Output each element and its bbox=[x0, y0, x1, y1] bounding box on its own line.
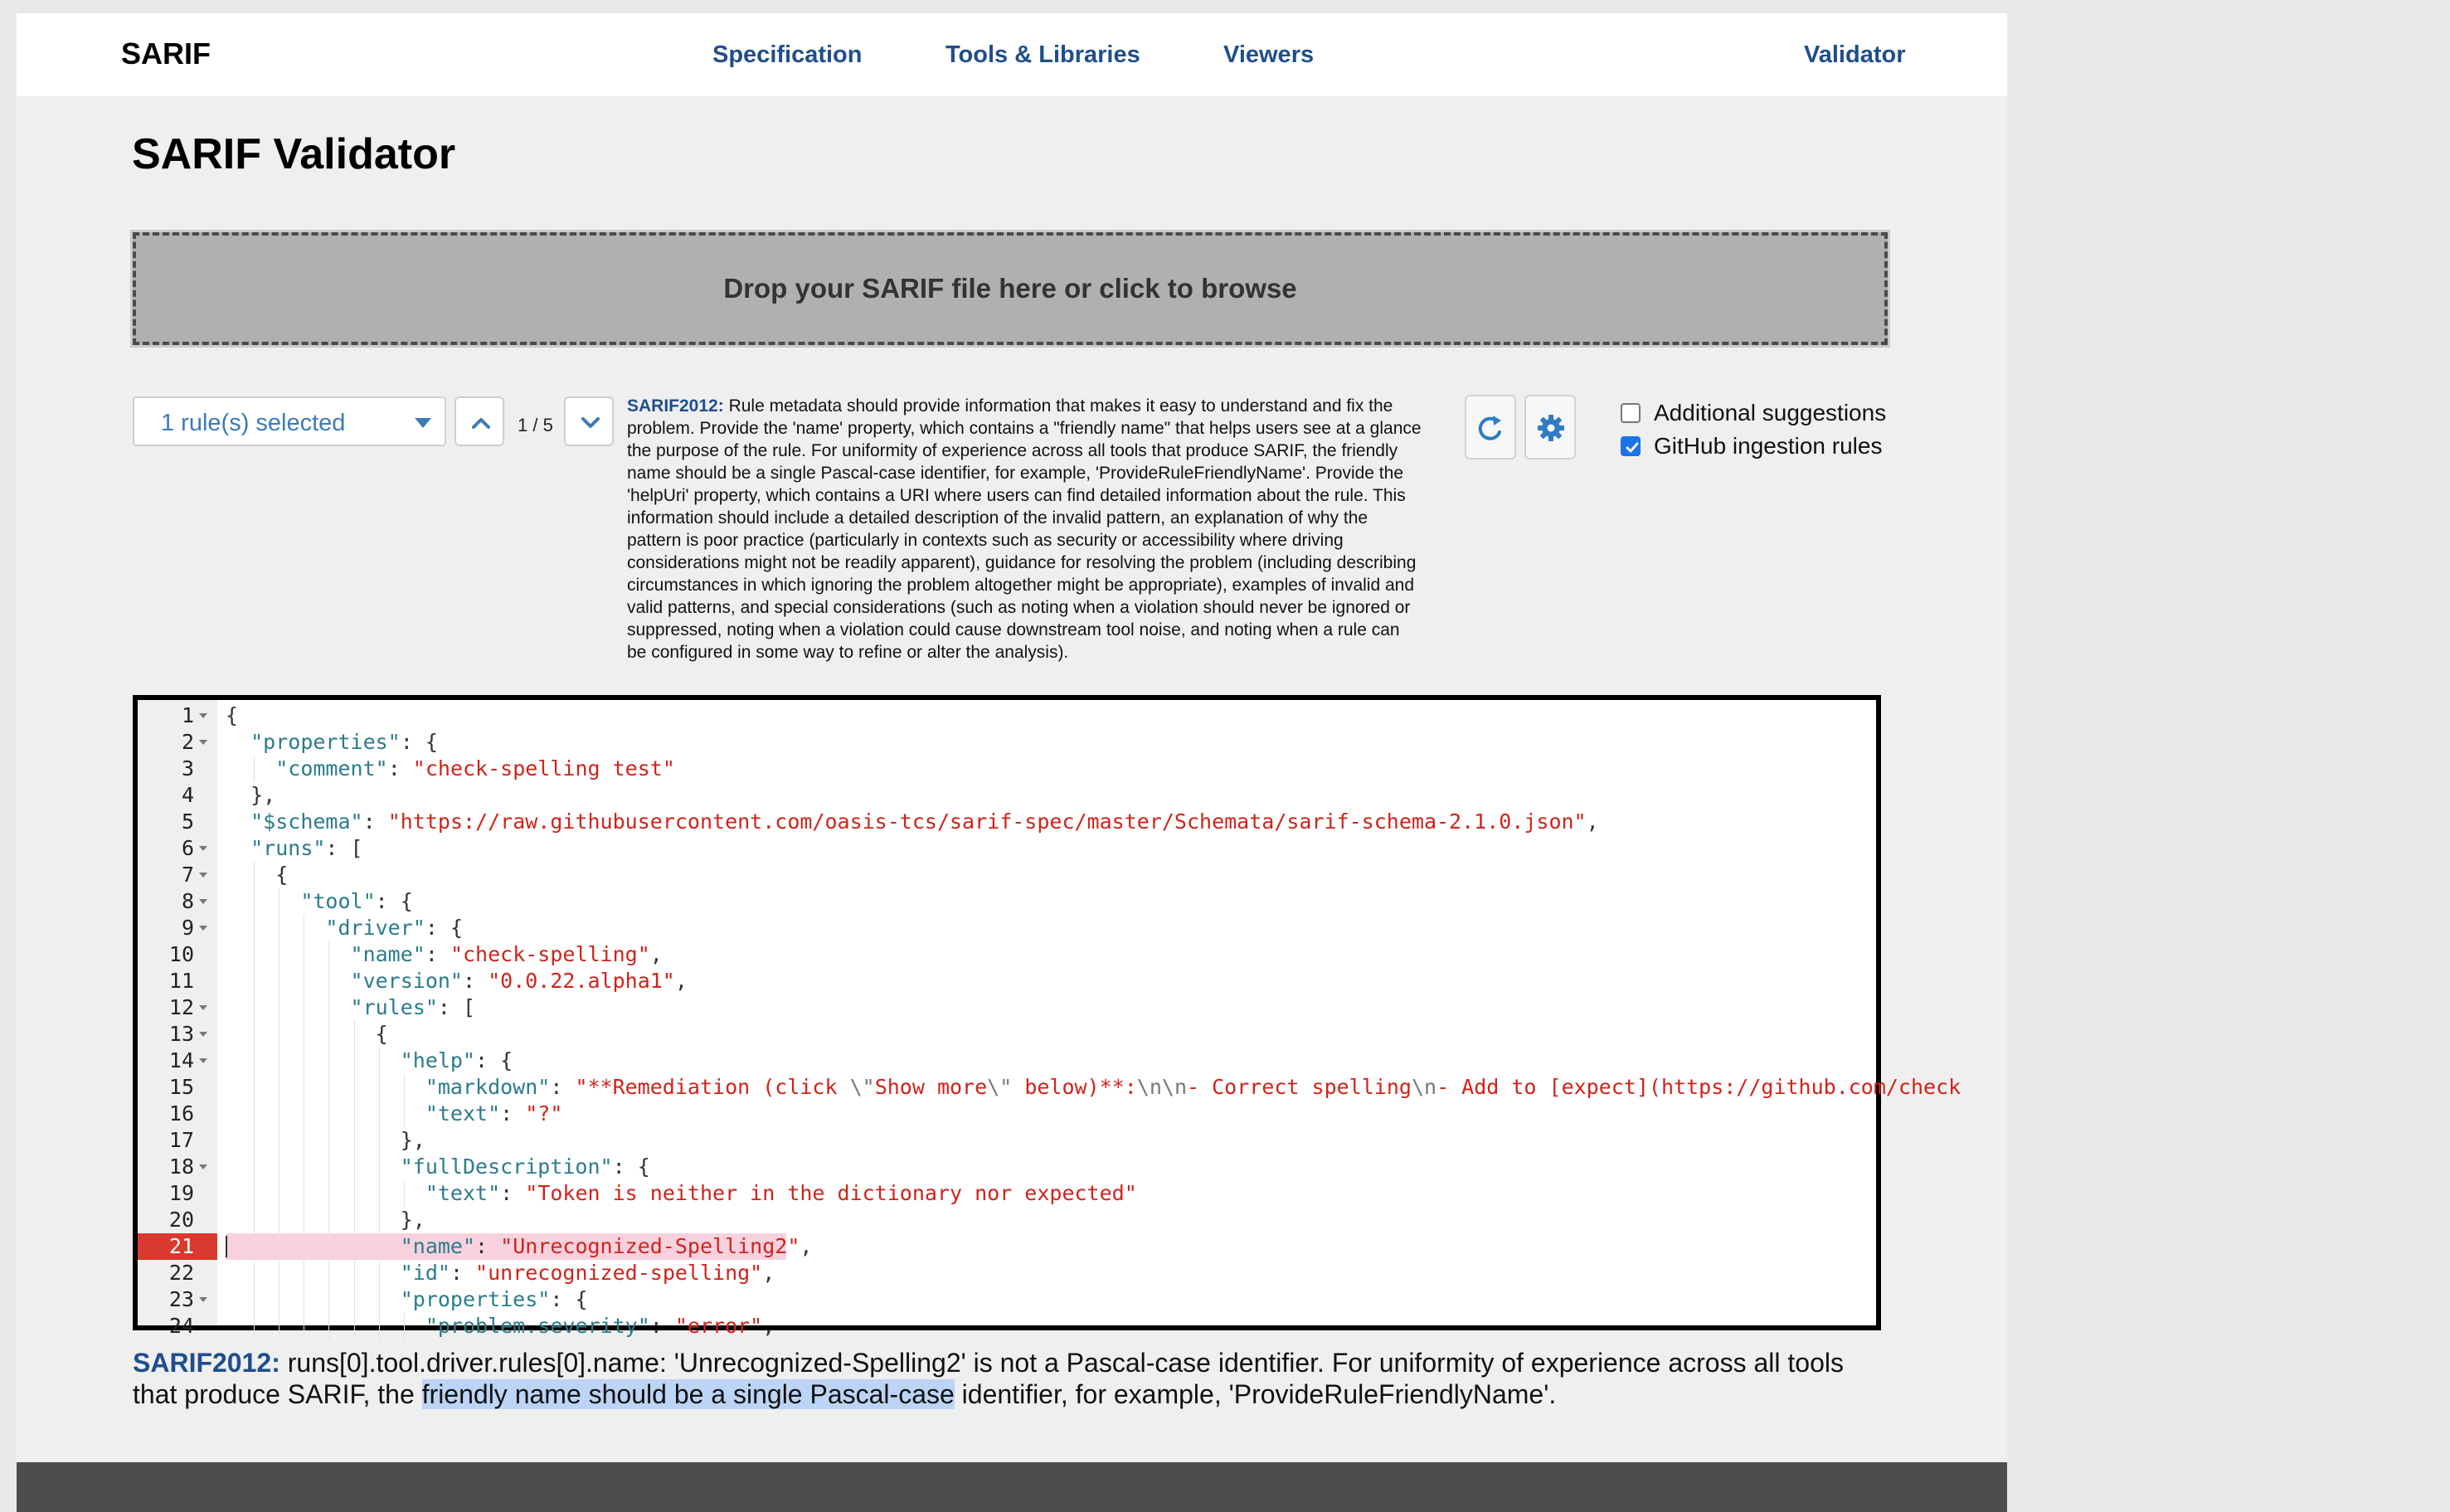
additional-suggestions-label: Additional suggestions bbox=[1654, 400, 1887, 425]
json-punctuation: : bbox=[462, 969, 489, 993]
json-punctuation: { bbox=[275, 863, 289, 887]
line-number: 7 bbox=[181, 863, 194, 887]
settings-button[interactable] bbox=[1524, 395, 1576, 459]
code-line[interactable] bbox=[138, 1127, 1876, 1154]
code-text bbox=[226, 1127, 425, 1154]
code-line[interactable] bbox=[138, 1021, 1876, 1048]
json-punctuation: : bbox=[362, 809, 388, 834]
code-line[interactable] bbox=[138, 809, 1876, 835]
json-string: "check-spelling" bbox=[450, 942, 650, 966]
indent-guide bbox=[279, 888, 280, 1339]
json-punctuation: : { bbox=[475, 1048, 513, 1072]
refresh-icon bbox=[1475, 412, 1505, 445]
fold-toggle-icon[interactable] bbox=[199, 740, 207, 745]
line-number: 23 bbox=[168, 1287, 194, 1311]
rule-select-label: 1 rule(s) selected bbox=[161, 410, 346, 436]
code-line[interactable] bbox=[138, 782, 1876, 809]
json-string: Show more bbox=[874, 1075, 988, 1099]
code-line[interactable] bbox=[138, 1101, 1876, 1127]
json-string: below)**: bbox=[1012, 1075, 1137, 1099]
code-line[interactable] bbox=[138, 756, 1876, 782]
json-punctuation: { bbox=[226, 703, 239, 727]
rule-description-text: Rule metadata should provide information that makes it easy to understand and fix the problem. Provide the 'name' property, which contains a "friendly name" that helps users see at a glance the purpose of the rule. For uniformity of experience across all tools that produce SARIF, the friendly name should be a single Pascal-case identifier, for example, 'ProvideRuleFriendlyName'. Provide the 'helpUri' property, which contains a URI where users can find detailed information about the rule. This information should include a detailed description of the invalid pattern, an explanation of why the pattern is poor practice (particularly in contexts such as security or accessibility where driving considerations might not be readily apparent), guidance for resolving the problem (including describing circumstances in which ignoring the problem altogether might be appropriate), examples of invalid and valid patterns, and special considerations (such as noting when a violation should never be ignored or suppressed, noting when a violation could cause downstream tool noise, and noting when a rule can be configured in some way to refine or alter the analysis). bbox=[627, 396, 1422, 662]
line-number: 17 bbox=[168, 1128, 194, 1152]
json-punctuation: : bbox=[387, 756, 413, 780]
json-punctuation: }, bbox=[400, 1208, 425, 1232]
fold-toggle-icon[interactable] bbox=[199, 1058, 207, 1063]
indent-guide bbox=[354, 1021, 355, 1339]
code-text bbox=[226, 835, 363, 862]
line-number: 4 bbox=[181, 783, 194, 807]
code-text bbox=[226, 941, 663, 968]
json-punctuation: , bbox=[762, 1261, 775, 1285]
json-string: "unrecognized-spelling" bbox=[475, 1261, 763, 1285]
chevron-up-icon bbox=[468, 410, 494, 436]
json-key: "$schema" bbox=[250, 809, 363, 834]
gear-icon bbox=[1535, 412, 1567, 444]
code-line[interactable] bbox=[138, 1074, 1961, 1101]
line-number: 5 bbox=[181, 809, 194, 834]
json-punctuation: \n bbox=[1411, 1075, 1437, 1099]
json-punctuation: , bbox=[800, 1234, 813, 1258]
json-punctuation: , bbox=[674, 969, 688, 993]
code-text bbox=[226, 1154, 650, 1180]
footer-bar bbox=[17, 1462, 2007, 1512]
line-number: 13 bbox=[168, 1022, 194, 1046]
json-key: "id" bbox=[400, 1261, 450, 1285]
indent-guide bbox=[328, 941, 329, 1339]
line-number: 21 bbox=[138, 1233, 217, 1260]
code-text bbox=[226, 1207, 425, 1233]
code-text bbox=[226, 968, 688, 994]
json-punctuation: , bbox=[1586, 809, 1599, 834]
code-text bbox=[226, 703, 238, 729]
top-nav bbox=[17, 13, 2007, 96]
json-punctuation: : { bbox=[612, 1155, 650, 1179]
json-punctuation: : bbox=[450, 1261, 476, 1285]
option-github-ingestion-rules bbox=[1621, 433, 2450, 463]
chevron-down-icon bbox=[577, 410, 604, 436]
code-text bbox=[226, 1021, 388, 1048]
line-number: 2 bbox=[181, 730, 194, 754]
indent-guide bbox=[404, 1074, 405, 1127]
additional-suggestions-checkbox[interactable] bbox=[1621, 403, 1641, 423]
result-message-text-end: identifier, for example, 'ProvideRuleFriendlyName'. bbox=[954, 1379, 1557, 1409]
fold-toggle-icon[interactable] bbox=[199, 926, 207, 931]
validation-result-message: SARIF2012: runs[0].tool.driver.rules[0].name: 'Unrecognized-Spelling2' is not a Pascal-case identifier. For uniformity of experience across all tools that produce SARIF, the friendly name should be a single Pascal-case identifier, for example, 'ProvideRuleFriendlyName'. bbox=[133, 1348, 1844, 1409]
json-punctuation: : bbox=[500, 1181, 526, 1205]
code-line[interactable] bbox=[138, 1207, 1876, 1233]
json-punctuation: : { bbox=[550, 1287, 588, 1311]
json-string: "Token is neither in the dictionary nor expected" bbox=[525, 1181, 1137, 1205]
code-line[interactable] bbox=[138, 1313, 1876, 1339]
code-line[interactable] bbox=[138, 915, 1876, 941]
json-punctuation: \" bbox=[987, 1075, 1013, 1099]
json-punctuation: : bbox=[425, 942, 450, 966]
code-text bbox=[226, 1048, 513, 1074]
dropdown-caret-icon bbox=[415, 418, 431, 428]
json-string: - Correct spelling bbox=[1187, 1075, 1412, 1099]
code-line[interactable] bbox=[138, 835, 1876, 862]
json-string: "**Remediation (click bbox=[575, 1075, 850, 1099]
code-line[interactable] bbox=[138, 729, 1876, 756]
code-text bbox=[226, 729, 438, 756]
rule-id: SARIF2012 bbox=[627, 396, 718, 416]
selected-text: friendly name should be a single Pascal-case bbox=[421, 1379, 955, 1409]
line-number: 9 bbox=[181, 916, 194, 940]
code-line[interactable] bbox=[138, 994, 1876, 1021]
json-string: "?" bbox=[525, 1101, 563, 1125]
line-number: 1 bbox=[181, 703, 194, 727]
code-text bbox=[226, 1313, 775, 1339]
nav-link-validator[interactable]: Validator bbox=[1804, 41, 1906, 68]
json-key: "name" bbox=[350, 942, 425, 966]
fold-toggle-icon[interactable] bbox=[199, 1164, 207, 1169]
rule-description: SARIF2012: Rule metadata should provide information that makes it easy to understand and fix the problem. Provide the 'name' property, which contains a "friendly name" that helps users see at a glance the purpose of the rule. For uniformity of experience across all tools that produce SARIF, the friendly name should be a single Pascal-case identifier, for example, 'ProvideRuleFriendlyName'. Provide the 'helpUri' property, which contains a URI where users can find detailed information about the rule. This information should include a detailed description of the invalid pattern, an explanation of why the pattern is poor practice (particularly in contexts such as security or accessibility where driving considerations might not be readily apparent), guidance for resolving the problem (including describing circumstances in which ignoring the problem altogether might be appropriate), examples of invalid and valid patterns, and special considerations (such as noting when a violation should never be ignored or suppressed, noting when a violation could cause downstream tool noise, and noting when a rule can be configured in some way to refine or alter the analysis). bbox=[627, 396, 1422, 662]
line-number: 19 bbox=[168, 1181, 194, 1205]
code-line[interactable] bbox=[138, 888, 1876, 915]
code-text bbox=[226, 862, 288, 888]
fold-toggle-icon[interactable] bbox=[199, 899, 207, 904]
json-key: "properties" bbox=[250, 730, 401, 754]
json-string: "https://raw.githubusercontent.com/oasis-tcs/sarif-spec/master/Schemata/sarif-schema-2.1.0.json" bbox=[387, 809, 1587, 834]
code-line[interactable] bbox=[138, 1154, 1876, 1180]
line-number: 8 bbox=[181, 889, 194, 913]
code-line[interactable] bbox=[138, 1286, 1876, 1313]
json-key: "tool" bbox=[300, 889, 376, 913]
line-number: 3 bbox=[181, 756, 194, 780]
line-number: 11 bbox=[168, 969, 194, 993]
json-string: "0.0.22.alpha1" bbox=[488, 969, 675, 993]
json-key: "version" bbox=[350, 969, 463, 993]
fold-toggle-icon[interactable] bbox=[199, 873, 207, 878]
indent-guide bbox=[254, 756, 255, 782]
result-rule-id[interactable]: SARIF2012 bbox=[133, 1348, 272, 1378]
code-text bbox=[226, 994, 475, 1021]
json-key: "fullDescription" bbox=[400, 1155, 613, 1179]
json-punctuation: : { bbox=[375, 889, 413, 913]
option-additional-suggestions bbox=[1621, 400, 2450, 430]
json-punctuation: : { bbox=[425, 916, 463, 940]
code-line[interactable] bbox=[138, 1260, 1876, 1286]
code-line[interactable] bbox=[138, 703, 1876, 729]
code-text bbox=[226, 1180, 1137, 1207]
json-key: "properties" bbox=[400, 1287, 551, 1311]
json-punctuation: : bbox=[475, 1234, 501, 1258]
json-key: "help" bbox=[400, 1048, 476, 1072]
indent-guide bbox=[404, 1180, 405, 1207]
code-line[interactable] bbox=[138, 862, 1876, 888]
rule-select-dropdown[interactable] bbox=[133, 396, 446, 446]
json-punctuation: , bbox=[762, 1314, 775, 1338]
json-punctuation: { bbox=[375, 1022, 388, 1046]
line-number: 12 bbox=[168, 995, 194, 1019]
code-line[interactable] bbox=[138, 968, 1876, 994]
code-line[interactable] bbox=[138, 941, 1876, 968]
line-number: 10 bbox=[168, 942, 194, 966]
code-text bbox=[226, 809, 1599, 835]
json-string: "error" bbox=[674, 1314, 763, 1338]
code-line[interactable] bbox=[138, 1233, 1876, 1260]
line-number: 22 bbox=[168, 1261, 194, 1285]
json-key: "rules" bbox=[350, 995, 438, 1019]
fold-toggle-icon[interactable] bbox=[199, 713, 207, 718]
fold-toggle-icon[interactable] bbox=[199, 1032, 207, 1037]
line-number: 16 bbox=[168, 1101, 194, 1125]
json-key: "problem.severity" bbox=[425, 1314, 650, 1338]
json-key: "markdown" bbox=[425, 1075, 551, 1099]
json-punctuation: , bbox=[649, 942, 663, 966]
nav-link-tools-libraries[interactable]: Tools & Libraries bbox=[945, 41, 1140, 68]
checkmark-icon bbox=[1625, 440, 1640, 455]
json-punctuation: : [ bbox=[325, 836, 363, 860]
json-key: "text" bbox=[425, 1101, 501, 1125]
nav-link-specification[interactable]: Specification bbox=[712, 41, 863, 68]
nav-link-viewers[interactable]: Viewers bbox=[1223, 41, 1315, 68]
json-punctuation: \n\n bbox=[1136, 1075, 1188, 1099]
json-punctuation: : { bbox=[400, 730, 438, 754]
indent-guide bbox=[254, 862, 255, 1339]
code-text bbox=[226, 1233, 812, 1260]
json-punctuation: \" bbox=[849, 1075, 875, 1099]
json-string: - Add to [expect](https://github.com/check bbox=[1436, 1075, 1961, 1099]
result-message-text: runs[0].tool.driver.rules[0].name: 'Unrecognized-Spelling2' is not a Pascal-case identifier. For uniformity of experience across all tools that produce SARIF, the bbox=[133, 1348, 1844, 1409]
json-key: "name" bbox=[400, 1234, 476, 1258]
json-key: "driver" bbox=[325, 916, 425, 940]
dropzone-label: Drop your SARIF file here or click to browse bbox=[723, 273, 1297, 304]
json-key: "text" bbox=[425, 1181, 501, 1205]
json-key: "comment" bbox=[275, 756, 388, 780]
indent-guide bbox=[404, 1313, 405, 1339]
brand-logo[interactable]: SARIF bbox=[121, 36, 211, 70]
line-number: 15 bbox=[168, 1075, 194, 1099]
indent-guide bbox=[379, 1048, 380, 1339]
github-ingestion-rules-checkbox[interactable] bbox=[1621, 436, 1641, 456]
page bbox=[17, 13, 2007, 1506]
json-string: "check-spelling test" bbox=[412, 756, 675, 780]
fold-toggle-icon[interactable] bbox=[199, 1297, 207, 1302]
json-string: "Unrecognized-Spelling2" bbox=[500, 1234, 800, 1258]
json-punctuation: }, bbox=[250, 783, 276, 807]
fold-toggle-icon[interactable] bbox=[199, 846, 207, 851]
code-text bbox=[226, 915, 463, 941]
refresh-button[interactable] bbox=[1465, 395, 1516, 459]
previous-result-button[interactable] bbox=[455, 396, 504, 446]
code-text bbox=[226, 756, 675, 782]
json-punctuation: : [ bbox=[437, 995, 476, 1019]
result-counter: 1 / 5 bbox=[518, 415, 553, 435]
line-number: 20 bbox=[168, 1208, 194, 1232]
line-number: 14 bbox=[168, 1048, 194, 1072]
line-number: 18 bbox=[168, 1155, 194, 1179]
page-title: SARIF Validator bbox=[132, 130, 456, 178]
github-ingestion-rules-label: GitHub ingestion rules bbox=[1654, 433, 1883, 459]
json-punctuation: }, bbox=[400, 1128, 425, 1152]
file-dropzone[interactable] bbox=[133, 232, 1888, 345]
code-text bbox=[226, 1260, 775, 1286]
code-text bbox=[226, 1286, 588, 1313]
code-text bbox=[226, 1101, 562, 1127]
sarif-code-editor[interactable] bbox=[133, 695, 1961, 1338]
line-number: 24 bbox=[168, 1314, 194, 1338]
next-result-button[interactable] bbox=[564, 396, 614, 446]
code-text bbox=[226, 1074, 1961, 1101]
json-punctuation: : bbox=[649, 1314, 675, 1338]
json-punctuation: : bbox=[500, 1101, 526, 1125]
line-number: 6 bbox=[181, 836, 194, 860]
code-text bbox=[226, 782, 275, 809]
json-punctuation: : bbox=[550, 1075, 576, 1099]
json-key: "runs" bbox=[250, 836, 326, 860]
fold-toggle-icon[interactable] bbox=[199, 1005, 207, 1010]
code-line[interactable] bbox=[138, 1180, 1876, 1207]
code-line[interactable] bbox=[138, 1048, 1876, 1074]
